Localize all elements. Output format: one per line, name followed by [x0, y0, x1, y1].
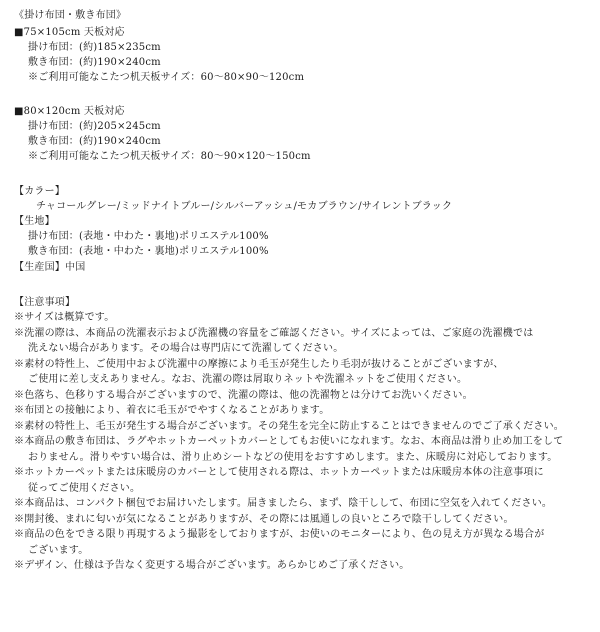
note-line: ※素材の特性上、ご使用中および洗濯中の摩擦により毛玉が発生したり毛羽が抜けることがございますが、	[14, 359, 504, 370]
size-75-kakebuton: 掛け布団：(約)185×235cm	[28, 42, 161, 53]
note-line: ご使用に差し支えありません。なお、洗濯の際は屑取りネットや洗濯ネットをご使用ください。	[28, 374, 468, 385]
fabric-heading: 【生地】	[14, 216, 55, 227]
color-heading: 【カラー】	[14, 186, 65, 197]
note-line: ございます。	[28, 545, 89, 556]
note-line: ※本商品は、コンパクト梱包でお届けいたします。届きましたら、まず、陰干しして、布団に空気を入れてください。	[14, 498, 553, 509]
fabric-kakebuton: 掛け布団：(表地・中わた・裏地)ポリエステル100%	[28, 231, 269, 242]
size-75-table-note: ※ご利用可能なこたつ机天板サイズ：60〜80×90〜120cm	[28, 72, 305, 83]
size-80-kakebuton: 掛け布団：(約)205×245cm	[28, 121, 161, 132]
note-line: ※布団との接触により、着衣に毛玉がでやすくなることがあります。	[14, 405, 330, 416]
section-title: 《掛け布団・敷き布団》	[14, 10, 127, 21]
fabric-shikibuton: 敷き布団：(表地・中わた・裏地)ポリエステル100%	[28, 246, 269, 257]
note-line: ※開封後、まれに匂いが気になることがありますが、その際には風通しの良いところで陰干ししてください。	[14, 514, 514, 525]
note-line: ※ホットカーペットまたは床暖房のカバーとして使用される際は、ホットカーペットまたは床暖房本体の注意事項に	[14, 467, 544, 478]
size-75-heading: ■75×105cm 天板対応	[14, 27, 125, 38]
size-80-shikibuton: 敷き布団：(約)190×240cm	[28, 136, 161, 147]
origin-country: 【生産国】中国	[14, 262, 86, 273]
note-line: ※色落ち、色移りする場合がございますので、洗濯の際は、他の洗濯物とは分けてお洗いください。	[14, 390, 473, 401]
note-line: 従ってご使用ください。	[28, 483, 141, 494]
size-75-shikibuton: 敷き布団：(約)190×240cm	[28, 57, 161, 68]
color-values: チャコールグレー/ミッドナイトブルー/シルバーアッシュ/モカブラウン/サイレントブラック	[36, 201, 453, 212]
notes-heading: 【注意事項】	[14, 297, 76, 308]
note-line: おりません。滑りやすい場合は、滑り止めシートなどの使用をおすすめします。また、床暖房に対応しております。	[28, 452, 558, 463]
note-line: ※商品の色をできる限り再現するよう撮影をしておりますが、お使いのモニターにより、色の見え方が異なる場合が	[14, 529, 545, 540]
size-80-heading: ■80×120cm 天板対応	[14, 106, 125, 117]
size-80-table-note: ※ご利用可能なこたつ机天板サイズ：80〜90×120〜150cm	[28, 151, 311, 162]
note-line: ※素材の特性上、毛玉が発生する場合がございます。その発生を完全に防止することはできませんのでご了承ください。	[14, 421, 564, 432]
note-line: ※洗濯の際は、本商品の洗濯表示および洗濯機の容量をご確認ください。サイズによっては、ご家庭の洗濯機では	[14, 328, 534, 339]
note-line: ※本商品の敷き布団は、ラグやホットカーペットカバーとしてもお使いになれます。なお、本商品は滑り止め加工をして	[14, 436, 564, 447]
note-line: ※デザイン、仕様は予告なく変更する場合がございます。あらかじめご了承ください。	[14, 560, 410, 571]
note-line: 洗えない場合があります。その場合は専門店にて洗濯してください。	[28, 343, 344, 354]
note-line: ※サイズは概算です。	[14, 312, 115, 323]
